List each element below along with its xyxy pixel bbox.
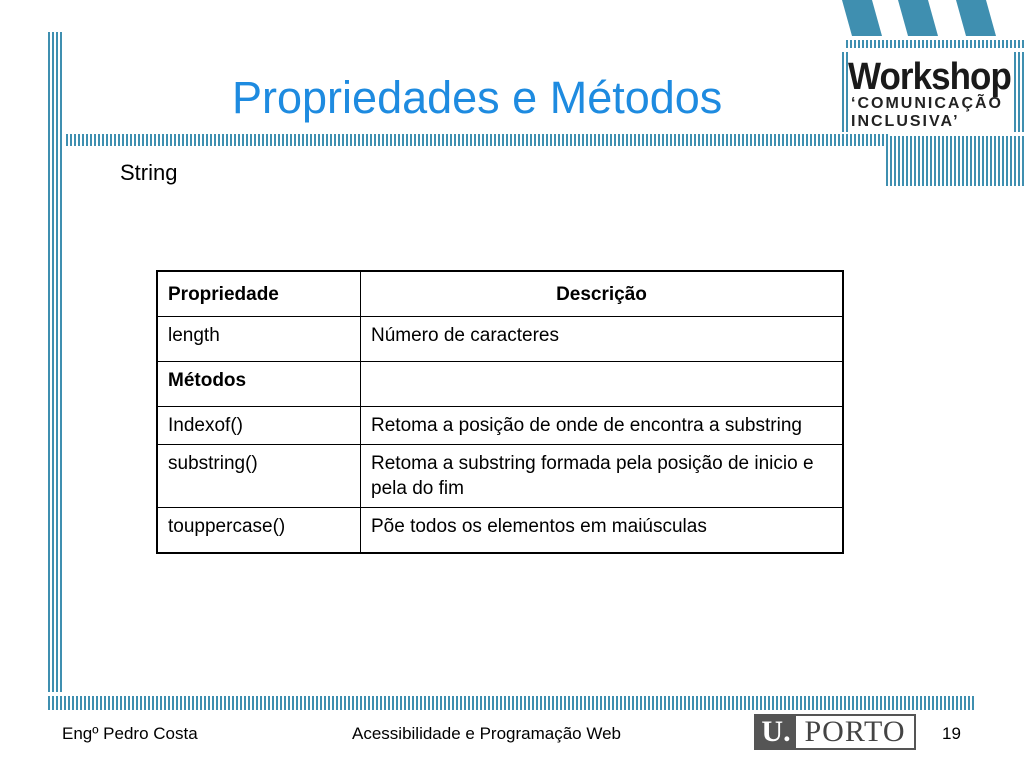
row-name: touppercase() (157, 508, 361, 554)
top-horizontal-stripe (66, 134, 890, 146)
slide-subtitle: String (120, 160, 178, 185)
workshop-tagline-line1: ‘COMUNICAÇÃO (851, 95, 1003, 112)
header-propriedade: Propriedade (157, 271, 361, 317)
row-description (361, 362, 844, 407)
page-number: 19 (942, 724, 961, 743)
table-row (157, 407, 843, 445)
row-name: substring() (157, 445, 361, 508)
row-description: Número de caracteres (361, 317, 844, 362)
properties-methods-table (156, 270, 844, 554)
header-descricao: Descrição (361, 271, 844, 317)
footer-course: Acessibilidade e Programação Web (352, 724, 621, 743)
table-section-row (157, 362, 843, 407)
table-row (157, 317, 843, 362)
logo-initial: U. (756, 716, 796, 748)
table-row (157, 508, 843, 554)
table-row (157, 445, 843, 508)
slide-title: Propriedades e Métodos (232, 72, 723, 123)
logo-name: PORTO (804, 715, 906, 748)
left-vertical-stripe (48, 32, 62, 692)
row-description: Retoma a substring formada pela posição de inicio e pela do fim (361, 445, 844, 508)
row-description: Põe todos os elementos em maiúsculas (361, 508, 844, 554)
bottom-horizontal-stripe (48, 696, 974, 710)
university-porto-logo (754, 714, 916, 750)
row-name: Indexof() (157, 407, 361, 445)
workshop-wordmark: Workshop (848, 56, 1011, 98)
workshop-tagline (851, 95, 1003, 131)
row-name: length (157, 317, 361, 362)
section-label-metodos: Métodos (157, 362, 361, 407)
table-header-row (157, 271, 843, 317)
footer-author: Engº Pedro Costa (62, 724, 198, 743)
workshop-tagline-line2: INCLUSIVA’ (851, 113, 960, 130)
row-description: Retoma a posição de onde de encontra a substring (361, 407, 844, 445)
